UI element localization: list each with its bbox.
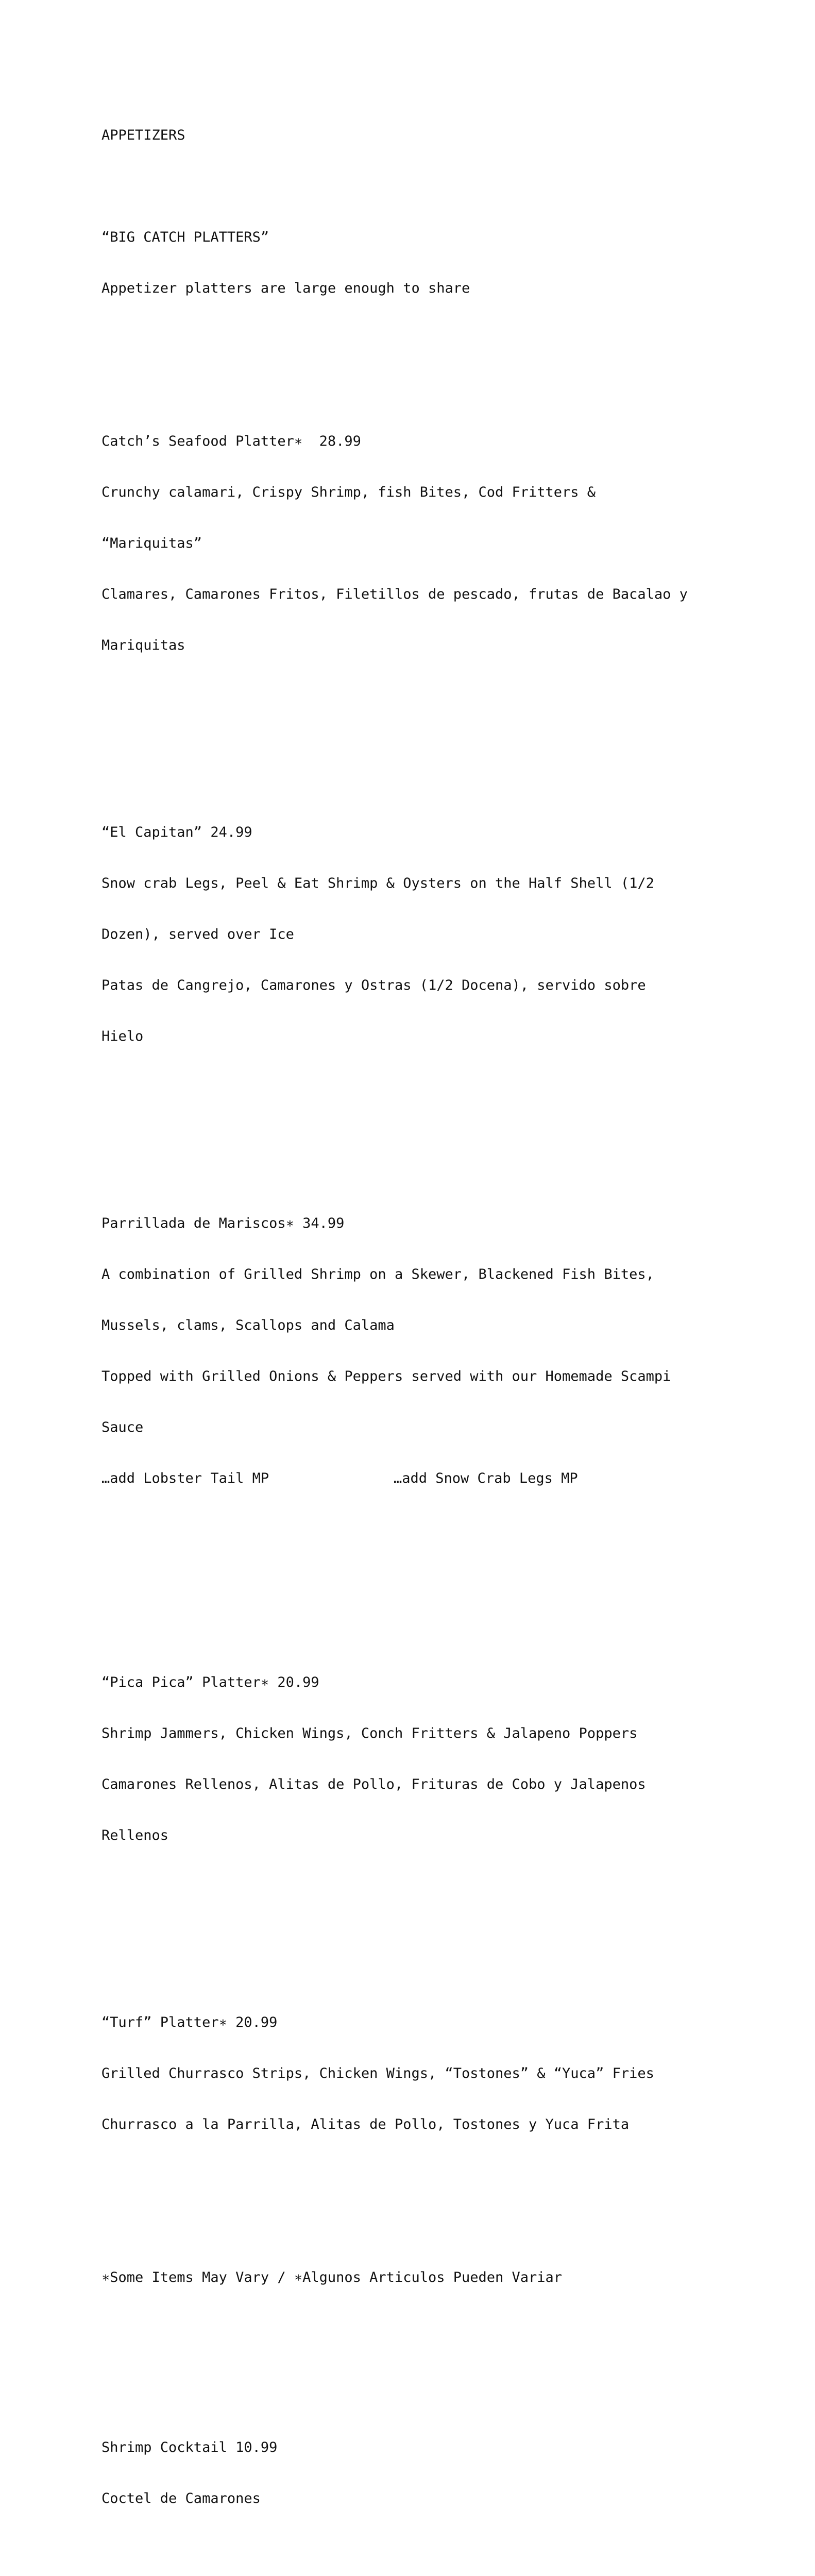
item-title: Shrimp Cocktail 10.99 [101,2439,278,2455]
item-title: Parrillada de Mariscos∗ 34.99 [101,1215,345,1231]
item-title: “Pica Pica” Platter∗ 20.99 [101,1674,319,1690]
item-description: Crunchy calamari, Crispy Shrimp, fish Bites, Cod Fritters & [101,484,596,500]
item-description: A combination of Grilled Shrimp on a Skewer, Blackened Fish Bites, [101,1266,654,1282]
item-description-spanish: Coctel de Camarones [101,2490,261,2506]
big-catch-title: “BIG CATCH PLATTERS” [101,229,269,245]
menu-item-pica-pica [101,1640,792,1878]
item-title: Catch’s Seafood Platter∗ 28.99 [101,433,361,449]
item-description: Mussels, clams, Scallops and Calama [101,1317,395,1333]
menu-page [101,93,792,2576]
addon-row [101,1470,792,1487]
item-description: Sauce [101,1419,144,1435]
item-description: Dozen), served over Ice [101,926,294,942]
addon-lobster: …add Lobster Tail MP [101,1470,269,1486]
item-description-spanish: Camarones Rellenos, Alitas de Pollo, Frituras de Cobo y Jalapenos [101,1776,646,1792]
item-description: Grilled Churrasco Strips, Chicken Wings, “Tostones” & “Yuca” Fries [101,2065,654,2081]
item-description-spanish: Patas de Cangrejo, Camarones y Ostras (1/2 Docena), servido sobre [101,977,646,993]
variation-note: ∗Some Items May Vary / ∗Algunos Articulos Pueden Variar [101,2269,563,2285]
item-description-spanish: Hielo [101,1028,144,1044]
addon-snow-crab: …add Snow Crab Legs MP [394,1470,578,1486]
menu-item-parrillada [101,1181,792,1521]
item-description-spanish: Clamares, Camarones Fritos, Filetillos de pescado, frutas de Bacalao y [101,586,688,602]
item-description-spanish: Mariquitas [101,637,185,653]
item-title: “El Capitan” 24.99 [101,824,252,840]
menu-item-shrimp-cocktail [101,2405,792,2541]
item-description: Topped with Grilled Onions & Peppers served with our Homemade Scampi [101,1368,671,1384]
menu-item-el-capitan [101,790,792,1079]
big-catch-subtitle: Appetizer platters are large enough to share [101,280,470,296]
item-description: Snow crab Legs, Peel & Eat Shrimp & Oysters on the Half Shell (1/2 [101,875,654,891]
item-description: Shrimp Jammers, Chicken Wings, Conch Fritters & Jalapeno Poppers [101,1725,638,1741]
menu-item-seafood-platter [101,399,792,688]
item-description-spanish: Churrasco a la Parrilla, Alitas de Pollo, Tostones y Yuca Frita [101,2116,630,2132]
item-description: “Mariquitas” [101,535,202,551]
menu-item-turf [101,1980,792,2167]
item-description-spanish: Rellenos [101,1827,169,1843]
section-heading: APPETIZERS [101,127,185,143]
item-title: “Turf” Platter∗ 20.99 [101,2014,278,2030]
